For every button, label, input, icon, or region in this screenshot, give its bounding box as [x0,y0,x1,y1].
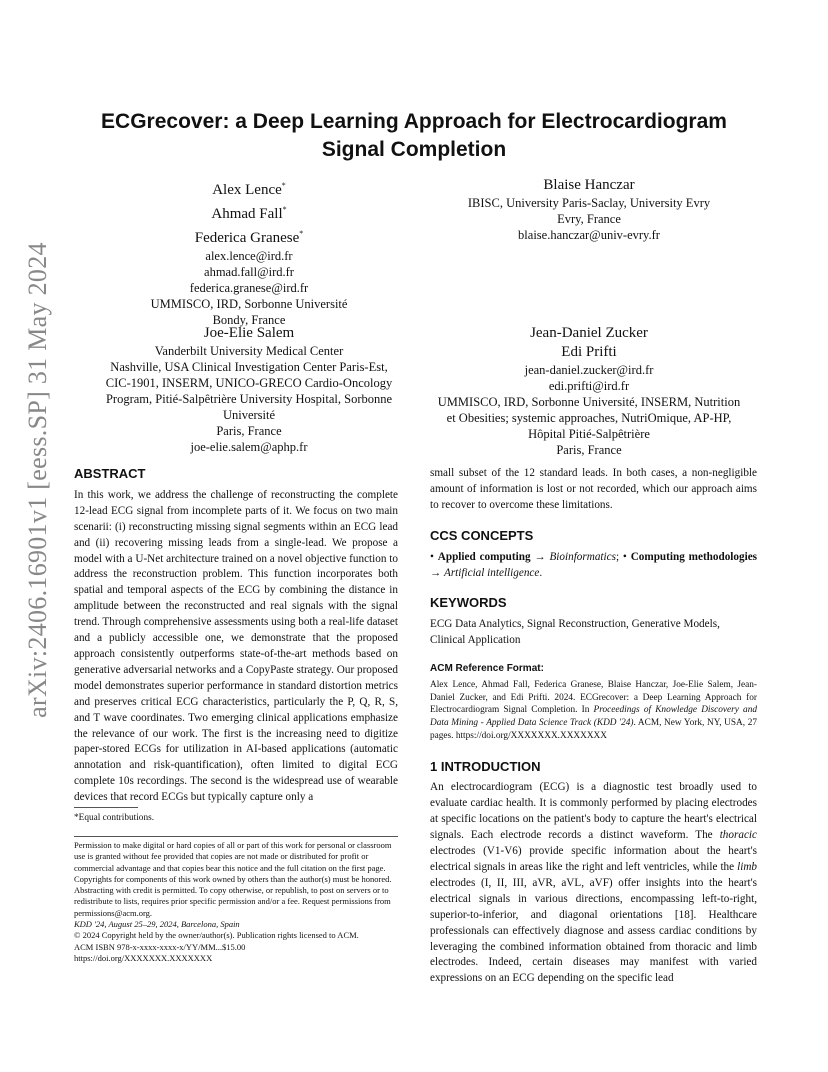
author-affiliation: UMMISCO, IRD, Sorbonne Université [150,297,348,311]
author-location: Evry, France [557,212,621,226]
arxiv-identifier[interactable]: arXiv:2406.16901v1 [eess.SP] 31 May 2024 [23,242,52,718]
footnote-text: *Equal contributions. [74,813,155,823]
author-affiliation: Vanderbilt University Medical Center [154,344,344,358]
permission-rule [74,836,398,837]
author-name: Federica Granese* [194,229,304,246]
abstract-text: In this work, we address the challenge of reconstructing the complete 12-lead ECG signal from incomplete parts of it. We focus on two main scenarii: (i) reconstructing missing signal segments within an ECG lead and (ii) recovering missing leads from a single-lead. We propose a model with a U-Net architecture trained on a novel objective function to address the reconstruction problem. This function incorporates both spatial and temporal aspects of the ECG by combining the distance in amplitude between the reconstructed and real signals with the signal trend. Through comprehensive assessments using both a real-life dataset and a publicly accessible one, we demonstrate that the proposed approach consistently outperforms state-of-the-art methods based on generative adversarial networks and a CopyPaste strategy. Our proposed model demonstrates superior performance in standard distortion metrics and preserves critical ECG characteristics, particularly the P, Q, R, S, and T wave coordinates. Two emerging clinical applications emphasize the relevance of our work. The first is the increasing need to digitize paper-stored ECGs for utilization in AI-based applications (automatic annotation and risk-quantification), often limited to digital ECG complete 10s recordings. The second is the widespread use of wearable devices that record ECGs but typically capture only a [74,488,398,804]
author-email[interactable]: edi.prifti@ird.fr [548,379,630,393]
author-location: Paris, France [216,424,282,438]
intro-text: An electrocardiogram (ECG) is a diagnostic test broadly used to evaluate cardiac health. It is commonly performed by placing electrodes at specific locations on the patient's body to capture the heart's electrical signals. Each electrode records a distinct waveform. The thoracic electrodes (V1-V6) provide specific information about the heart's electrical signals in areas like the right and left ventricles, while the limb electrodes (I, II, III, aVR, aVL, aVF) offer insights into the heart's electrical signals in various directions, encompassing left-to-right, superior-to-inferior, and diagonal orientations [18]. Healthcare professionals can effectively diagnose and assess cardiac conditions by leveraging the combined information obtained from thoracic and limb electrodes. Indeed, certain diseases may manifest with varied expressions on an ECG depending on the specific lead [430,781,757,985]
author-email[interactable]: jean-daniel.zucker@ird.fr [524,363,654,377]
author-affiliation: Hôpital Pitié-Salpêtrière [528,427,650,441]
author-name: Joe-Elie Salem [203,325,295,341]
ccs-heading: CCS CONCEPTS [430,527,534,543]
author-email[interactable]: joe-elie.salem@aphp.fr [190,440,308,454]
author-affiliation: UMMISCO, IRD, Sorbonne Université, INSERM, Nutrition [437,395,741,409]
author-affiliation: Program, Pitié-Salpêtrière University Hospital, Sorbonne [105,392,393,406]
author-location: Paris, France [556,443,622,457]
acm-ref-heading: ACM Reference Format: [430,663,544,675]
copyright-text: © 2024 Copyright held by the owner/author(s). Publication rights licensed to ACM. [74,930,359,941]
author-affiliation: Nashville, USA Clinical Investigation Center Paris-Est, [110,360,388,374]
title-line-1: ECGrecover: a Deep Learning Approach for Electrocardiogram [101,110,727,133]
ccs-concepts: • Applied computing → Bioinformatics; • Computing methodologies → Artificial intelligence. [430,550,758,579]
permission-text: Permission to make digital or hard copies of all or part of this work for personal or classroom use is granted without fee provided that copies are not made or distributed for profit or commercial advantage and that copies bear this notice and the full citation on the first page. Copyrights for components of this work owned by others than the author(s) must be honored. Abstracting with credit is permitted. To copy otherwise, or republish, to post on servers or to redistribute to lists, requires prior specific permission and/or a fee. Request permissions from permissions@acm.org. [74,840,392,918]
author-name: Jean-Daniel Zucker [530,325,648,341]
author-affiliation: et Obesities; systemic approaches, NutriOmique, AP-HP, [446,411,732,425]
title-line-2: Signal Completion [321,138,507,161]
acm-ref-text: Alex Lence, Ahmad Fall, Federica Granese, Blaise Hanczar, Joe-Elie Salem, Jean-Daniel Zucker, and Edi Prifti. 2024. ECGrecover: a Deep Learning Approach for Electrocardiogram Signal Completion. In Proceedings of Knowledge Discovery and Data Mining - Applied Data Science Track (KDD '24). ACM, New York, NY, USA, 27 pages. https://doi.org/XXXXXXX.XXXXXXX [430,680,758,741]
author-block-3 [74,324,424,455]
author-block-4 [414,324,764,458]
isbn-text: ACM ISBN 978-x-xxxx-xxxx-x/YY/MM...$15.00 [74,941,246,952]
author-block-1 [74,176,424,328]
author-name: Blaise Hanczar [543,177,635,193]
conference-info: KDD '24, August 25–29, 2024, Barcelona, Spain [74,919,240,930]
permission-block [74,840,400,964]
abstract-continuation: small subset of the 12 standard leads. In both cases, a non-negligible amount of information is lost or not recorded, which our approach aims to recover to overcome these limitations. [430,467,757,511]
footnote [74,812,398,825]
keywords-heading: KEYWORDS [430,595,507,611]
footnote-rule [74,807,138,808]
keywords-text: ECG Data Analytics, Signal Reconstruction, Generative Models, Clinical Application [430,618,720,647]
author-email[interactable]: alex.lence@ird.fr [205,249,293,263]
author-name: Alex Lence* [212,181,286,198]
author-email[interactable]: ahmad.fall@ird.fr [204,265,294,279]
author-block-2 [414,176,764,243]
author-name: Edi Prifti [561,344,617,360]
author-affiliation: Université [222,408,276,422]
abstract-heading: ABSTRACT [74,466,146,481]
author-email[interactable]: blaise.hanczar@univ-evry.fr [518,228,660,242]
author-affiliation: IBISC, University Paris-Saclay, University Evry [467,196,711,210]
paper-title [74,108,754,164]
author-affiliation: CIC-1901, INSERM, UNICO-GRECO Cardio-Oncology [105,376,393,390]
author-location: Bondy, France [212,313,286,327]
author-email[interactable]: federica.granese@ird.fr [189,281,309,295]
arxiv-sidebar [18,242,58,718]
left-column [74,466,398,806]
author-name: Ahmad Fall* [211,205,287,222]
intro-heading: 1 INTRODUCTION [430,758,541,774]
doi-link[interactable]: https://doi.org/XXXXXXX.XXXXXXX [74,952,213,963]
right-column [430,466,757,987]
